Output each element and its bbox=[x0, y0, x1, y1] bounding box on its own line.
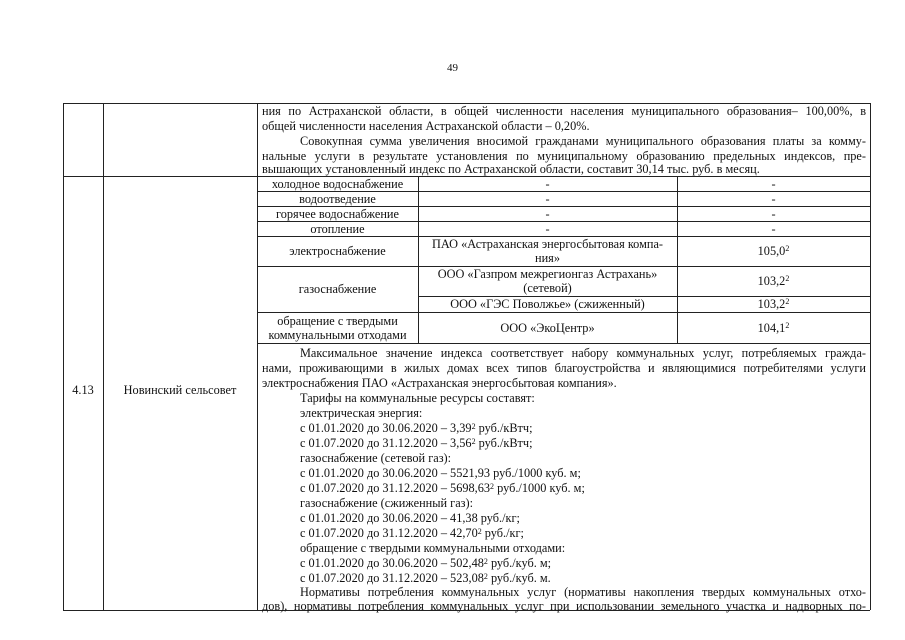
tariff-text: с 01.01.2020 до 30.06.2020 – 502,48 bbox=[300, 556, 484, 570]
service-cell: обращение с твердыми коммунальными отходами bbox=[268, 313, 407, 342]
footnote-mark: 2 bbox=[785, 297, 790, 306]
service-cell: водоотведение bbox=[299, 191, 376, 206]
index-cell bbox=[677, 296, 870, 312]
text-line: Максимальное значение индекса соответствует набору коммунальных услуг, потребляемых гражда- bbox=[300, 346, 866, 360]
text-line: нальные услуги в результате установления по муниципальному образованию предельных индексов, пре- bbox=[262, 149, 866, 163]
page-number: 49 bbox=[447, 62, 458, 74]
index-value: 104,1 bbox=[757, 320, 786, 335]
provider-cell: - bbox=[545, 206, 550, 221]
service-cell: холодное водоснабжение bbox=[271, 176, 404, 191]
footnote-mark: 2 bbox=[477, 527, 482, 536]
footnote-mark: 2 bbox=[490, 482, 495, 491]
text-line bbox=[300, 481, 585, 496]
footnote-mark: 2 bbox=[471, 437, 476, 446]
text-line: дов), нормативы потребления коммунальных услуг при использовании земельного участка и надворных по- bbox=[262, 599, 866, 613]
index-cell bbox=[677, 236, 870, 266]
tariff-unit: руб./кг; bbox=[481, 526, 524, 540]
text-line: электрическая энергия: bbox=[300, 406, 423, 420]
tariff-text: с 01.07.2020 до 31.12.2020 – 3,56 bbox=[300, 436, 472, 450]
provider-cell: ПАО «Астраханская энергосбытовая компа-ния» bbox=[431, 237, 664, 265]
footnote-mark: 2 bbox=[785, 274, 790, 283]
provider-cell: ООО «ЭкоЦентр» bbox=[500, 320, 595, 335]
text-line: ния по Астраханской области, в общей численности населения муниципального образования– 100,00%, в bbox=[262, 104, 866, 118]
text-line bbox=[300, 436, 533, 451]
index-value: 103,2 bbox=[757, 274, 786, 288]
service-cell: электроснабжение bbox=[289, 244, 386, 258]
text-line: с 01.01.2020 до 30.06.2020 – 5521,93 руб./1000 куб. м; bbox=[300, 466, 581, 480]
service-cell: газоснабжение bbox=[298, 282, 377, 296]
text-line: общей численности населения Астраханской области – 0,20%. bbox=[262, 119, 590, 133]
text-line bbox=[300, 421, 533, 436]
index-cell: - bbox=[771, 191, 776, 206]
index-value: 103,2 bbox=[757, 297, 786, 311]
row-number: 4.13 bbox=[72, 383, 94, 397]
municipality-name: Новинский сельсовет bbox=[123, 383, 237, 397]
index-cell: - bbox=[771, 176, 776, 191]
subtable-row-line bbox=[257, 343, 870, 344]
provider-cell: ООО «Газпром межрегионгаз Астрахань» (сетевой) bbox=[437, 267, 658, 295]
index-cell bbox=[677, 266, 870, 296]
text-line: с 01.01.2020 до 30.06.2020 – 41,38 руб./кг; bbox=[300, 511, 520, 525]
tariff-unit: руб./1000 куб. м; bbox=[494, 481, 585, 495]
text-line: газоснабжение (сетевой газ): bbox=[300, 451, 452, 465]
text-line: газоснабжение (сжиженный газ): bbox=[300, 496, 474, 510]
index-cell: - bbox=[771, 206, 776, 221]
tariff-unit: руб./кВтч; bbox=[475, 421, 533, 435]
footnote-mark: 2 bbox=[483, 572, 488, 581]
tariff-unit: руб./куб. м; bbox=[487, 556, 552, 570]
table-border-left bbox=[63, 103, 64, 610]
tariff-text: с 01.01.2020 до 30.06.2020 – 3,39 bbox=[300, 421, 472, 435]
tariff-text: с 01.07.2020 до 31.12.2020 – 523,08 bbox=[300, 571, 484, 585]
tariff-unit: руб./кВтч; bbox=[475, 436, 533, 450]
footnote-mark: 2 bbox=[785, 244, 790, 253]
text-line: нами, проживающими в жилых домах всех типов благоустройства и являющимися потребителями услуги bbox=[262, 361, 866, 375]
text-line: электроснабжения ПАО «Астраханская энергосбытовая компания». bbox=[262, 376, 617, 390]
table-border-col2 bbox=[103, 103, 104, 610]
text-line: Тарифы на коммунальные ресурсы составят: bbox=[300, 391, 535, 405]
footnote-mark: 2 bbox=[785, 320, 790, 330]
text-line: Нормативы потребления коммунальных услуг (нормативы накопления твердых коммунальных отхо- bbox=[300, 585, 866, 599]
footnote-mark: 2 bbox=[483, 557, 488, 566]
text-line: Совокупная сумма увеличения вносимой гражданами муниципального образования платы за комму- bbox=[300, 134, 866, 148]
provider-cell: - bbox=[545, 191, 550, 206]
index-value: 105,0 bbox=[757, 244, 786, 258]
table-border-right bbox=[870, 103, 871, 610]
text-line: вышающих установленный индекс по Астраханской области, составит 30,14 тыс. руб. в месяц. bbox=[262, 162, 760, 176]
tariff-text: с 01.07.2020 до 31.12.2020 – 5698,63 bbox=[300, 481, 491, 495]
index-cell bbox=[677, 312, 870, 343]
service-cell: горячее водоснабжение bbox=[276, 206, 399, 221]
tariff-unit: руб./куб. м. bbox=[487, 571, 551, 585]
provider-cell: - bbox=[545, 221, 550, 236]
text-line bbox=[300, 556, 551, 571]
footnote-mark: 2 bbox=[471, 422, 476, 431]
provider-cell: ООО «ГЭС Поволжье» (сжиженный) bbox=[450, 297, 645, 311]
text-line bbox=[300, 526, 524, 541]
provider-cell: - bbox=[545, 176, 550, 191]
tariff-text: с 01.07.2020 до 31.12.2020 – 42,70 bbox=[300, 526, 478, 540]
service-cell: отопление bbox=[310, 221, 365, 236]
text-line: обращение с твердыми коммунальными отходами: bbox=[300, 541, 566, 555]
index-cell: - bbox=[771, 221, 776, 236]
